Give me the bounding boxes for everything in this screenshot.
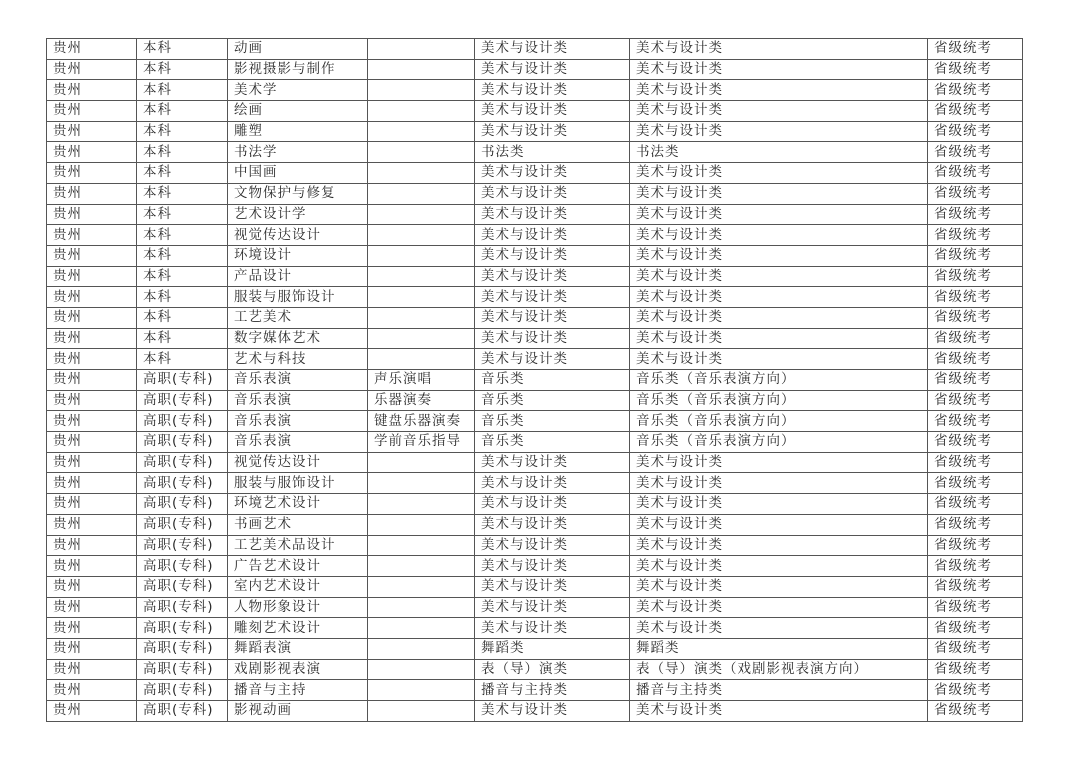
exam-type-cell: 美术与设计类: [630, 328, 928, 349]
level-cell: 本科: [137, 328, 228, 349]
category-cell: 音乐类: [475, 370, 630, 391]
table-row: [47, 701, 1023, 722]
province-cell: 贵州: [47, 101, 137, 122]
category-cell: 美术与设计类: [475, 39, 630, 60]
province-cell: 贵州: [47, 328, 137, 349]
province-cell: 贵州: [47, 59, 137, 80]
major-cell: 影视摄影与制作: [228, 59, 368, 80]
level-cell: 高职(专科): [137, 638, 228, 659]
major-cell: 美术学: [228, 80, 368, 101]
major-cell: 服装与服饰设计: [228, 287, 368, 308]
category-cell: 美术与设计类: [475, 701, 630, 722]
exam-type-cell: 音乐类（音乐表演方向）: [630, 370, 928, 391]
exam-type-cell: 美术与设计类: [630, 59, 928, 80]
province-cell: 贵州: [47, 80, 137, 101]
province-cell: 贵州: [47, 659, 137, 680]
exam-mode-cell: 省级统考: [928, 576, 1023, 597]
table-row: [47, 390, 1023, 411]
province-cell: 贵州: [47, 514, 137, 535]
province-cell: 贵州: [47, 701, 137, 722]
document-page: [46, 38, 1022, 722]
category-cell: 美术与设计类: [475, 618, 630, 639]
category-cell: 美术与设计类: [475, 514, 630, 535]
level-cell: 本科: [137, 204, 228, 225]
major-cell: 人物形象设计: [228, 597, 368, 618]
level-cell: 本科: [137, 59, 228, 80]
level-cell: 本科: [137, 349, 228, 370]
direction-cell: [368, 204, 475, 225]
direction-cell: [368, 287, 475, 308]
exam-mode-cell: 省级统考: [928, 452, 1023, 473]
province-cell: 贵州: [47, 618, 137, 639]
level-cell: 本科: [137, 183, 228, 204]
category-cell: 舞蹈类: [475, 638, 630, 659]
province-cell: 贵州: [47, 535, 137, 556]
table-row: [47, 473, 1023, 494]
province-cell: 贵州: [47, 390, 137, 411]
exam-type-cell: 音乐类（音乐表演方向）: [630, 411, 928, 432]
table-row: [47, 411, 1023, 432]
table-row: [47, 680, 1023, 701]
major-cell: 环境设计: [228, 245, 368, 266]
exam-type-cell: 美术与设计类: [630, 266, 928, 287]
major-cell: 影视动画: [228, 701, 368, 722]
exam-mode-cell: 省级统考: [928, 101, 1023, 122]
major-cell: 播音与主持: [228, 680, 368, 701]
level-cell: 高职(专科): [137, 411, 228, 432]
province-cell: 贵州: [47, 225, 137, 246]
exam-type-cell: 美术与设计类: [630, 597, 928, 618]
exam-type-cell: 美术与设计类: [630, 473, 928, 494]
province-cell: 贵州: [47, 680, 137, 701]
table-row: [47, 204, 1023, 225]
direction-cell: [368, 638, 475, 659]
level-cell: 本科: [137, 225, 228, 246]
exam-type-cell: 美术与设计类: [630, 701, 928, 722]
major-cell: 工艺美术: [228, 307, 368, 328]
category-cell: 美术与设计类: [475, 183, 630, 204]
level-cell: 本科: [137, 266, 228, 287]
exam-mode-cell: 省级统考: [928, 204, 1023, 225]
level-cell: 高职(专科): [137, 618, 228, 639]
major-cell: 书画艺术: [228, 514, 368, 535]
table-row: [47, 618, 1023, 639]
direction-cell: [368, 556, 475, 577]
table-body: [47, 39, 1023, 722]
direction-cell: [368, 163, 475, 184]
direction-cell: 声乐演唱: [368, 370, 475, 391]
exam-mode-cell: 省级统考: [928, 411, 1023, 432]
exam-type-cell: 美术与设计类: [630, 556, 928, 577]
exam-type-cell: 书法类: [630, 142, 928, 163]
level-cell: 高职(专科): [137, 659, 228, 680]
level-cell: 本科: [137, 287, 228, 308]
direction-cell: [368, 473, 475, 494]
table-row: [47, 59, 1023, 80]
exam-type-cell: 美术与设计类: [630, 183, 928, 204]
direction-cell: [368, 80, 475, 101]
category-cell: 美术与设计类: [475, 225, 630, 246]
exam-type-cell: 舞蹈类: [630, 638, 928, 659]
province-cell: 贵州: [47, 121, 137, 142]
exam-mode-cell: 省级统考: [928, 39, 1023, 60]
direction-cell: [368, 514, 475, 535]
table-row: [47, 307, 1023, 328]
direction-cell: [368, 535, 475, 556]
exam-mode-cell: 省级统考: [928, 701, 1023, 722]
exam-type-cell: 美术与设计类: [630, 80, 928, 101]
exam-type-cell: 美术与设计类: [630, 225, 928, 246]
category-cell: 美术与设计类: [475, 287, 630, 308]
table-row: [47, 183, 1023, 204]
major-cell: 音乐表演: [228, 390, 368, 411]
exam-type-cell: 美术与设计类: [630, 163, 928, 184]
category-cell: 美术与设计类: [475, 349, 630, 370]
exam-mode-cell: 省级统考: [928, 618, 1023, 639]
direction-cell: [368, 101, 475, 122]
table-row: [47, 101, 1023, 122]
major-cell: 视觉传达设计: [228, 225, 368, 246]
exam-mode-cell: 省级统考: [928, 556, 1023, 577]
level-cell: 高职(专科): [137, 701, 228, 722]
table-row: [47, 494, 1023, 515]
exam-mode-cell: 省级统考: [928, 349, 1023, 370]
level-cell: 高职(专科): [137, 390, 228, 411]
direction-cell: [368, 142, 475, 163]
category-cell: 美术与设计类: [475, 245, 630, 266]
category-cell: 美术与设计类: [475, 101, 630, 122]
direction-cell: [368, 307, 475, 328]
province-cell: 贵州: [47, 411, 137, 432]
table-row: [47, 225, 1023, 246]
major-cell: 雕刻艺术设计: [228, 618, 368, 639]
direction-cell: [368, 349, 475, 370]
exam-type-cell: 美术与设计类: [630, 618, 928, 639]
province-cell: 贵州: [47, 576, 137, 597]
major-cell: 产品设计: [228, 266, 368, 287]
category-cell: 美术与设计类: [475, 556, 630, 577]
exam-mode-cell: 省级统考: [928, 163, 1023, 184]
exam-mode-cell: 省级统考: [928, 597, 1023, 618]
category-cell: 美术与设计类: [475, 576, 630, 597]
exam-mode-cell: 省级统考: [928, 287, 1023, 308]
category-cell: 美术与设计类: [475, 163, 630, 184]
level-cell: 本科: [137, 163, 228, 184]
direction-cell: [368, 121, 475, 142]
category-cell: 音乐类: [475, 411, 630, 432]
exam-mode-cell: 省级统考: [928, 307, 1023, 328]
exam-mode-cell: 省级统考: [928, 183, 1023, 204]
category-cell: 音乐类: [475, 432, 630, 453]
category-cell: 美术与设计类: [475, 307, 630, 328]
direction-cell: 学前音乐指导: [368, 432, 475, 453]
exam-type-cell: 美术与设计类: [630, 287, 928, 308]
major-cell: 雕塑: [228, 121, 368, 142]
exam-mode-cell: 省级统考: [928, 638, 1023, 659]
table-row: [47, 121, 1023, 142]
category-cell: 音乐类: [475, 390, 630, 411]
exam-mode-cell: 省级统考: [928, 659, 1023, 680]
level-cell: 高职(专科): [137, 597, 228, 618]
table-row: [47, 638, 1023, 659]
exam-type-cell: 美术与设计类: [630, 535, 928, 556]
province-cell: 贵州: [47, 452, 137, 473]
province-cell: 贵州: [47, 39, 137, 60]
category-cell: 美术与设计类: [475, 59, 630, 80]
exam-mode-cell: 省级统考: [928, 432, 1023, 453]
category-cell: 美术与设计类: [475, 452, 630, 473]
direction-cell: [368, 680, 475, 701]
category-cell: 表（导）演类: [475, 659, 630, 680]
direction-cell: [368, 328, 475, 349]
province-cell: 贵州: [47, 556, 137, 577]
major-cell: 戏剧影视表演: [228, 659, 368, 680]
exam-type-cell: 美术与设计类: [630, 576, 928, 597]
category-cell: 美术与设计类: [475, 328, 630, 349]
table-row: [47, 80, 1023, 101]
table-row: [47, 163, 1023, 184]
level-cell: 本科: [137, 121, 228, 142]
category-cell: 书法类: [475, 142, 630, 163]
category-cell: 美术与设计类: [475, 121, 630, 142]
exam-type-cell: 美术与设计类: [630, 452, 928, 473]
direction-cell: [368, 597, 475, 618]
province-cell: 贵州: [47, 597, 137, 618]
level-cell: 本科: [137, 307, 228, 328]
table-row: [47, 556, 1023, 577]
category-cell: 美术与设计类: [475, 266, 630, 287]
province-cell: 贵州: [47, 142, 137, 163]
exam-type-cell: 音乐类（音乐表演方向）: [630, 390, 928, 411]
level-cell: 本科: [137, 142, 228, 163]
exam-mode-cell: 省级统考: [928, 680, 1023, 701]
direction-cell: [368, 225, 475, 246]
table-row: [47, 452, 1023, 473]
direction-cell: 乐器演奏: [368, 390, 475, 411]
exam-mode-cell: 省级统考: [928, 245, 1023, 266]
direction-cell: [368, 494, 475, 515]
table-row: [47, 328, 1023, 349]
table-row: [47, 349, 1023, 370]
exam-mode-cell: 省级统考: [928, 473, 1023, 494]
major-cell: 书法学: [228, 142, 368, 163]
exam-mode-cell: 省级统考: [928, 514, 1023, 535]
exam-mode-cell: 省级统考: [928, 80, 1023, 101]
major-cell: 广告艺术设计: [228, 556, 368, 577]
major-cell: 艺术与科技: [228, 349, 368, 370]
category-cell: 美术与设计类: [475, 473, 630, 494]
province-cell: 贵州: [47, 473, 137, 494]
table-row: [47, 287, 1023, 308]
exam-mode-cell: 省级统考: [928, 266, 1023, 287]
major-cell: 视觉传达设计: [228, 452, 368, 473]
major-cell: 舞蹈表演: [228, 638, 368, 659]
level-cell: 高职(专科): [137, 576, 228, 597]
direction-cell: [368, 452, 475, 473]
category-cell: 美术与设计类: [475, 597, 630, 618]
province-cell: 贵州: [47, 245, 137, 266]
province-cell: 贵州: [47, 638, 137, 659]
exam-type-cell: 美术与设计类: [630, 101, 928, 122]
exam-mode-cell: 省级统考: [928, 390, 1023, 411]
direction-cell: [368, 701, 475, 722]
major-cell: 文物保护与修复: [228, 183, 368, 204]
level-cell: 高职(专科): [137, 680, 228, 701]
table-row: [47, 39, 1023, 60]
table-row: [47, 370, 1023, 391]
level-cell: 高职(专科): [137, 432, 228, 453]
table-row: [47, 535, 1023, 556]
major-cell: 动画: [228, 39, 368, 60]
province-cell: 贵州: [47, 432, 137, 453]
province-cell: 贵州: [47, 266, 137, 287]
level-cell: 高职(专科): [137, 370, 228, 391]
province-cell: 贵州: [47, 349, 137, 370]
category-cell: 播音与主持类: [475, 680, 630, 701]
exam-mode-cell: 省级统考: [928, 370, 1023, 391]
exam-type-cell: 美术与设计类: [630, 204, 928, 225]
exam-type-cell: 音乐类（音乐表演方向）: [630, 432, 928, 453]
table-row: [47, 266, 1023, 287]
table-row: [47, 514, 1023, 535]
level-cell: 本科: [137, 245, 228, 266]
direction-cell: [368, 576, 475, 597]
level-cell: 高职(专科): [137, 535, 228, 556]
province-cell: 贵州: [47, 370, 137, 391]
level-cell: 高职(专科): [137, 473, 228, 494]
direction-cell: 键盘乐器演奏: [368, 411, 475, 432]
exam-mode-cell: 省级统考: [928, 225, 1023, 246]
major-cell: 环境艺术设计: [228, 494, 368, 515]
table-row: [47, 576, 1023, 597]
exam-mode-cell: 省级统考: [928, 494, 1023, 515]
exam-mode-cell: 省级统考: [928, 121, 1023, 142]
table-row: [47, 245, 1023, 266]
major-cell: 绘画: [228, 101, 368, 122]
major-cell: 艺术设计学: [228, 204, 368, 225]
direction-cell: [368, 266, 475, 287]
direction-cell: [368, 39, 475, 60]
major-cell: 音乐表演: [228, 411, 368, 432]
exam-type-cell: 美术与设计类: [630, 494, 928, 515]
exam-mode-cell: 省级统考: [928, 59, 1023, 80]
exam-type-cell: 美术与设计类: [630, 121, 928, 142]
level-cell: 高职(专科): [137, 514, 228, 535]
major-cell: 数字媒体艺术: [228, 328, 368, 349]
level-cell: 高职(专科): [137, 452, 228, 473]
major-cell: 室内艺术设计: [228, 576, 368, 597]
province-cell: 贵州: [47, 163, 137, 184]
direction-cell: [368, 59, 475, 80]
exam-type-cell: 美术与设计类: [630, 39, 928, 60]
major-cell: 工艺美术品设计: [228, 535, 368, 556]
category-cell: 美术与设计类: [475, 535, 630, 556]
exam-type-cell: 美术与设计类: [630, 349, 928, 370]
major-cell: 音乐表演: [228, 370, 368, 391]
exam-mode-cell: 省级统考: [928, 142, 1023, 163]
province-cell: 贵州: [47, 307, 137, 328]
province-cell: 贵州: [47, 494, 137, 515]
category-cell: 美术与设计类: [475, 80, 630, 101]
level-cell: 本科: [137, 101, 228, 122]
level-cell: 本科: [137, 39, 228, 60]
category-cell: 美术与设计类: [475, 204, 630, 225]
direction-cell: [368, 618, 475, 639]
exam-type-cell: 美术与设计类: [630, 514, 928, 535]
exam-type-cell: 美术与设计类: [630, 307, 928, 328]
category-cell: 美术与设计类: [475, 494, 630, 515]
province-cell: 贵州: [47, 204, 137, 225]
major-exam-table: [46, 38, 1023, 722]
direction-cell: [368, 659, 475, 680]
direction-cell: [368, 183, 475, 204]
level-cell: 高职(专科): [137, 556, 228, 577]
province-cell: 贵州: [47, 287, 137, 308]
major-cell: 中国画: [228, 163, 368, 184]
table-row: [47, 432, 1023, 453]
table-row: [47, 142, 1023, 163]
exam-mode-cell: 省级统考: [928, 328, 1023, 349]
exam-type-cell: 美术与设计类: [630, 245, 928, 266]
province-cell: 贵州: [47, 183, 137, 204]
major-cell: 服装与服饰设计: [228, 473, 368, 494]
level-cell: 本科: [137, 80, 228, 101]
exam-mode-cell: 省级统考: [928, 535, 1023, 556]
major-cell: 音乐表演: [228, 432, 368, 453]
direction-cell: [368, 245, 475, 266]
exam-type-cell: 表（导）演类（戏剧影视表演方向）: [630, 659, 928, 680]
level-cell: 高职(专科): [137, 494, 228, 515]
table-row: [47, 597, 1023, 618]
exam-type-cell: 播音与主持类: [630, 680, 928, 701]
table-row: [47, 659, 1023, 680]
